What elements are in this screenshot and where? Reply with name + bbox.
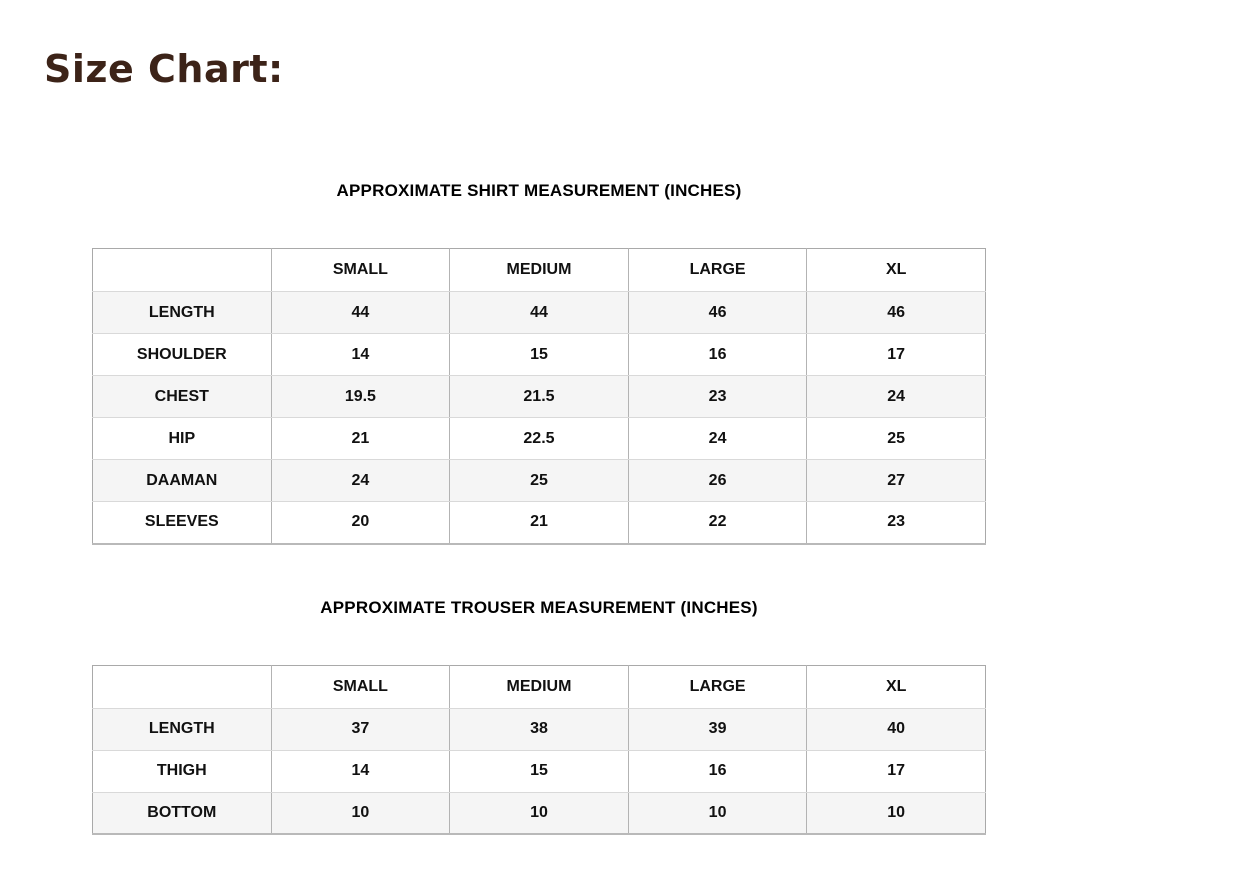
measurement-cell: 17 (807, 750, 986, 792)
measurement-cell: 25 (450, 460, 629, 502)
table-row (93, 334, 986, 376)
measurement-cell: 46 (807, 292, 986, 334)
measurement-cell: 27 (807, 460, 986, 502)
corner-header-cell (93, 249, 272, 292)
measurement-cell: 19.5 (271, 376, 450, 418)
shirt-measurement-table (92, 248, 986, 545)
row-label: THIGH (93, 750, 272, 792)
table-header-row (93, 249, 986, 292)
row-label: LENGTH (93, 708, 272, 750)
row-label: SHOULDER (93, 334, 272, 376)
table-row (93, 292, 986, 334)
measurement-cell: 17 (807, 334, 986, 376)
column-header-xl: XL (807, 665, 986, 708)
column-header-xl: XL (807, 249, 986, 292)
table-header-row (93, 665, 986, 708)
table-row (93, 502, 986, 544)
table-row (93, 418, 986, 460)
measurement-cell: 38 (450, 708, 629, 750)
measurement-cell: 22 (628, 502, 807, 544)
measurement-cell: 23 (628, 376, 807, 418)
measurement-cell: 44 (450, 292, 629, 334)
row-label: HIP (93, 418, 272, 460)
table-row (93, 792, 986, 834)
measurement-cell: 14 (271, 750, 450, 792)
row-label: DAAMAN (93, 460, 272, 502)
column-header-large: LARGE (628, 249, 807, 292)
measurement-cell: 16 (628, 750, 807, 792)
table-row (93, 750, 986, 792)
column-header-large: LARGE (628, 665, 807, 708)
table-row (93, 376, 986, 418)
column-header-small: SMALL (271, 249, 450, 292)
size-chart-content (92, 181, 986, 835)
column-header-small: SMALL (271, 665, 450, 708)
trouser-section-title: APPROXIMATE TROUSER MEASUREMENT (INCHES) (320, 597, 758, 617)
measurement-cell: 37 (271, 708, 450, 750)
measurement-cell: 21 (271, 418, 450, 460)
measurement-cell: 40 (807, 708, 986, 750)
measurement-cell: 24 (628, 418, 807, 460)
corner-header-cell (93, 665, 272, 708)
measurement-cell: 14 (271, 334, 450, 376)
table-row (93, 708, 986, 750)
measurement-cell: 22.5 (450, 418, 629, 460)
measurement-cell: 44 (271, 292, 450, 334)
page-title: Size Chart: (44, 47, 284, 91)
row-label: CHEST (93, 376, 272, 418)
shirt-section-title: APPROXIMATE SHIRT MEASUREMENT (INCHES) (336, 181, 742, 200)
measurement-cell: 39 (628, 708, 807, 750)
measurement-cell: 16 (628, 334, 807, 376)
measurement-cell: 15 (450, 334, 629, 376)
measurement-cell: 20 (271, 502, 450, 544)
measurement-cell: 25 (807, 418, 986, 460)
table-row (93, 460, 986, 502)
measurement-cell: 15 (450, 750, 629, 792)
measurement-cell: 10 (450, 792, 629, 834)
measurement-cell: 46 (628, 292, 807, 334)
column-header-medium: MEDIUM (450, 249, 629, 292)
measurement-cell: 21 (450, 502, 629, 544)
measurement-cell: 24 (271, 460, 450, 502)
row-label: LENGTH (93, 292, 272, 334)
measurement-cell: 23 (807, 502, 986, 544)
measurement-cell: 10 (628, 792, 807, 834)
row-label: SLEEVES (93, 502, 272, 544)
measurement-cell: 21.5 (450, 376, 629, 418)
measurement-cell: 10 (271, 792, 450, 834)
measurement-cell: 10 (807, 792, 986, 834)
measurement-cell: 24 (807, 376, 986, 418)
trouser-measurement-table (92, 665, 986, 836)
measurement-cell: 26 (628, 460, 807, 502)
column-header-medium: MEDIUM (450, 665, 629, 708)
row-label: BOTTOM (93, 792, 272, 834)
